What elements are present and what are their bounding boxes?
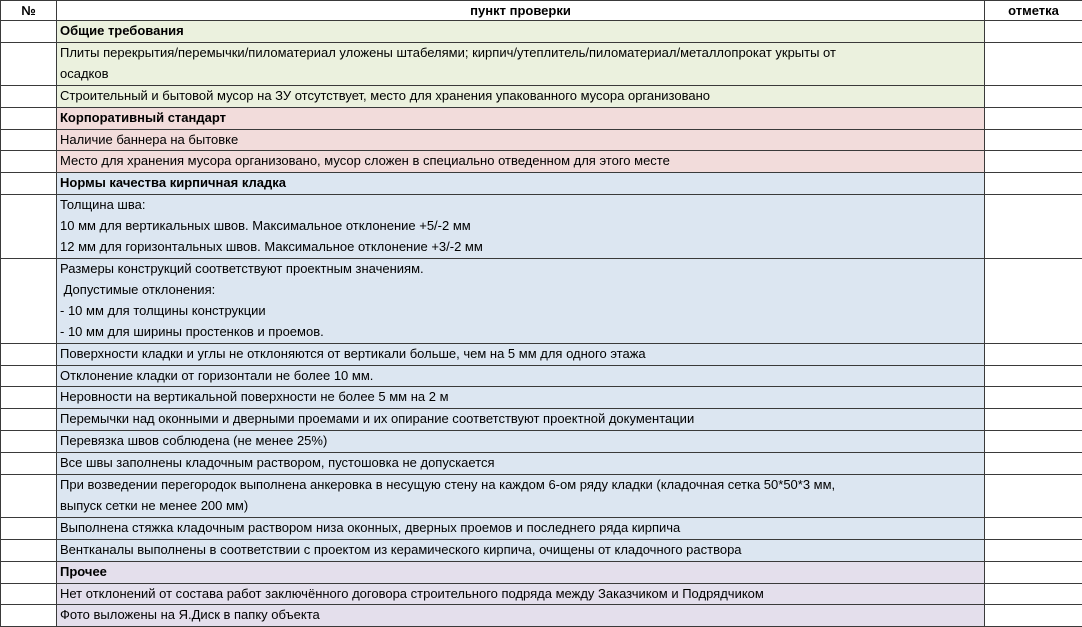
table-row [1, 583, 1082, 605]
check-item-text: Перемычки над оконными и дверными проемами и их опирание соответствуют проектной документации [60, 409, 981, 430]
check-item-text: Отклонение кладки от горизонтали не более 10 мм. [60, 366, 981, 387]
row-number-cell[interactable] [1, 583, 57, 605]
table-row [1, 517, 1082, 539]
row-number-cell[interactable] [1, 21, 57, 43]
table-row [1, 258, 1082, 343]
section-title: Общие требования [60, 21, 981, 42]
check-item-cell[interactable] [57, 195, 985, 259]
mark-cell[interactable] [985, 365, 1082, 387]
mark-cell[interactable] [985, 21, 1082, 43]
row-number-cell[interactable] [1, 173, 57, 195]
check-item-cell[interactable] [57, 343, 985, 365]
table-row [1, 453, 1082, 475]
section-row [1, 561, 1082, 583]
row-number-cell[interactable] [1, 453, 57, 475]
mark-cell[interactable] [985, 517, 1082, 539]
mark-cell[interactable] [985, 605, 1082, 627]
section-title: Корпоративный стандарт [60, 108, 981, 129]
row-number-cell[interactable] [1, 539, 57, 561]
check-item-text: выпуск сетки не менее 200 мм) [60, 496, 981, 517]
check-item-text: Плиты перекрытия/перемычки/пиломатериал уложены штабелями; кирпич/утеплитель/пиломатериал/металлопрокат укрыты от [60, 43, 981, 64]
mark-cell[interactable] [985, 343, 1082, 365]
row-number-cell[interactable] [1, 409, 57, 431]
check-item-text: Неровности на вертикальной поверхности не более 5 мм на 2 м [60, 387, 981, 408]
mark-cell[interactable] [985, 42, 1082, 85]
check-item-text: Допустимые отклонения: [60, 280, 981, 301]
check-item-cell[interactable] [57, 387, 985, 409]
check-item-text: При возведении перегородок выполнена анкеровка в несущую стену на каждом 6-ом ряду кладки (кладочная сетка 50*50*3 мм, [60, 475, 981, 496]
section-title: Нормы качества кирпичная кладка [60, 173, 981, 194]
header-item: пункт проверки [57, 1, 985, 21]
mark-cell[interactable] [985, 107, 1082, 129]
table-row [1, 475, 1082, 518]
table-row [1, 42, 1082, 85]
row-number-cell[interactable] [1, 517, 57, 539]
row-number-cell[interactable] [1, 387, 57, 409]
mark-cell[interactable] [985, 539, 1082, 561]
row-number-cell[interactable] [1, 365, 57, 387]
mark-cell[interactable] [985, 387, 1082, 409]
header-mark: отметка [985, 1, 1082, 21]
mark-cell[interactable] [985, 409, 1082, 431]
row-number-cell[interactable] [1, 561, 57, 583]
check-item-text: 12 мм для горизонтальных швов. Максимальное отклонение +3/-2 мм [60, 237, 981, 258]
row-number-cell[interactable] [1, 85, 57, 107]
table-row [1, 343, 1082, 365]
section-title-cell[interactable] [57, 561, 985, 583]
table-row [1, 539, 1082, 561]
check-item-text: - 10 мм для толщины конструкции [60, 301, 981, 322]
check-item-text: Толщина шва: [60, 195, 981, 216]
table-row [1, 409, 1082, 431]
row-number-cell[interactable] [1, 42, 57, 85]
table-row [1, 129, 1082, 151]
check-item-text: Строительный и бытовой мусор на ЗУ отсутствует, место для хранения упакованного мусора организовано [60, 86, 981, 107]
row-number-cell[interactable] [1, 258, 57, 343]
check-item-cell[interactable] [57, 431, 985, 453]
check-item-text: 10 мм для вертикальных швов. Максимальное отклонение +5/-2 мм [60, 216, 981, 237]
check-item-text: Вентканалы выполнены в соответствии с проектом из керамического кирпича, очищены от кладочного раствора [60, 540, 981, 561]
check-item-cell[interactable] [57, 85, 985, 107]
mark-cell[interactable] [985, 561, 1082, 583]
check-item-text: Нет отклонений от состава работ заключённого договора строительного подряда между Заказчиком и Подрядчиком [60, 584, 981, 605]
header-num: № [1, 1, 57, 21]
check-item-text: Размеры конструкций соответствуют проектным значениям. [60, 259, 981, 280]
row-number-cell[interactable] [1, 343, 57, 365]
check-item-text: Выполнена стяжка кладочным раствором низа оконных, дверных проемов и последнего ряда кирпича [60, 518, 981, 539]
check-item-cell[interactable] [57, 409, 985, 431]
check-item-cell[interactable] [57, 475, 985, 518]
mark-cell[interactable] [985, 453, 1082, 475]
table-row [1, 195, 1082, 259]
section-title-cell[interactable] [57, 173, 985, 195]
check-item-cell[interactable] [57, 605, 985, 627]
row-number-cell[interactable] [1, 107, 57, 129]
row-number-cell[interactable] [1, 431, 57, 453]
check-item-text: Наличие баннера на бытовке [60, 130, 981, 151]
check-item-cell[interactable] [57, 129, 985, 151]
row-number-cell[interactable] [1, 129, 57, 151]
check-item-text: Фото выложены на Я.Диск в папку объекта [60, 605, 981, 626]
mark-cell[interactable] [985, 475, 1082, 518]
check-item-text: - 10 мм для ширины простенков и проемов. [60, 322, 981, 343]
mark-cell[interactable] [985, 85, 1082, 107]
check-item-text: Перевязка швов соблюдена (не менее 25%) [60, 431, 981, 452]
check-item-cell[interactable] [57, 151, 985, 173]
table-row [1, 431, 1082, 453]
section-title-cell[interactable] [57, 21, 985, 43]
table-row [1, 365, 1082, 387]
check-item-cell[interactable] [57, 539, 985, 561]
section-title-cell[interactable] [57, 107, 985, 129]
mark-cell[interactable] [985, 195, 1082, 259]
table-row [1, 605, 1082, 627]
mark-cell[interactable] [985, 431, 1082, 453]
check-item-text: Все швы заполнены кладочным раствором, пустошовка не допускается [60, 453, 981, 474]
mark-cell[interactable] [985, 173, 1082, 195]
row-number-cell[interactable] [1, 475, 57, 518]
table-row [1, 151, 1082, 173]
check-item-text: Поверхности кладки и углы не отклоняются от вертикали больше, чем на 5 мм для одного этажа [60, 344, 981, 365]
section-title: Прочее [60, 562, 981, 583]
section-row [1, 21, 1082, 43]
mark-cell[interactable] [985, 583, 1082, 605]
table-row [1, 387, 1082, 409]
check-item-cell[interactable] [57, 365, 985, 387]
check-item-text: осадков [60, 64, 981, 85]
mark-cell[interactable] [985, 151, 1082, 173]
row-number-cell[interactable] [1, 151, 57, 173]
check-item-cell[interactable] [57, 453, 985, 475]
check-item-text: Место для хранения мусора организовано, мусор сложен в специально отведенном для этого месте [60, 151, 981, 172]
check-item-cell[interactable] [57, 517, 985, 539]
mark-cell[interactable] [985, 258, 1082, 343]
row-number-cell[interactable] [1, 195, 57, 259]
mark-cell[interactable] [985, 129, 1082, 151]
table-row [1, 85, 1082, 107]
section-row [1, 107, 1082, 129]
section-row [1, 173, 1082, 195]
check-item-cell[interactable] [57, 42, 985, 85]
header-row [1, 1, 1082, 21]
row-number-cell[interactable] [1, 605, 57, 627]
check-item-cell[interactable] [57, 258, 985, 343]
check-item-cell[interactable] [57, 583, 985, 605]
